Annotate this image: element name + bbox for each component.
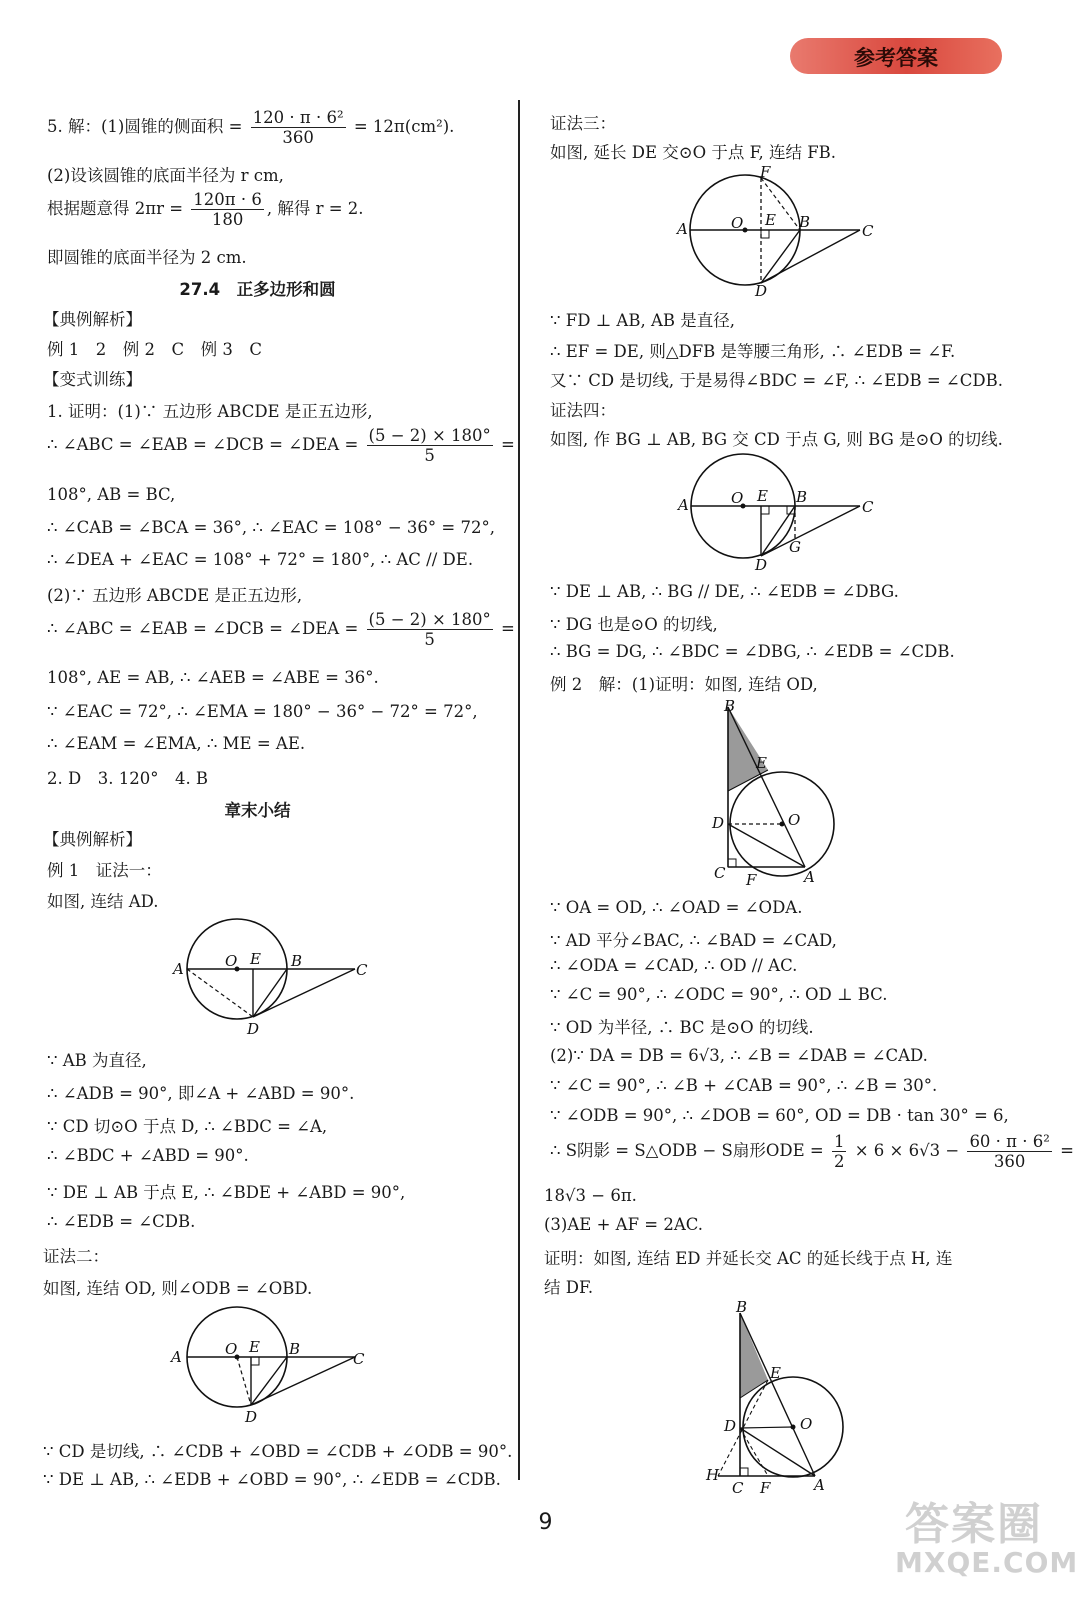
proof1-line6: (2)∵ 五边形 ABCDE 是正五边形, bbox=[47, 586, 303, 605]
figure-method-2 bbox=[165, 1302, 385, 1430]
ex2-line7: (2)∵ DA = DB = 6√3, ∴ ∠B = ∠DAB = ∠CAD. bbox=[550, 1046, 928, 1065]
svg-text:B: B bbox=[289, 1340, 301, 1358]
ex2-line12: (3)AE + AF = 2AC. bbox=[544, 1215, 704, 1234]
ex2-line2: ∵ OA = OD, ∴ ∠OAD = ∠ODA. bbox=[550, 898, 803, 917]
ex2-l10-f1-den: 2 bbox=[833, 1152, 845, 1171]
svg-text:A: A bbox=[677, 220, 688, 238]
proof1-l7-num: (5 − 2) × 180° bbox=[368, 610, 491, 629]
svg-text:E: E bbox=[765, 211, 776, 229]
svg-text:C: C bbox=[862, 222, 874, 240]
svg-text:H: H bbox=[706, 1466, 720, 1484]
proof1-l2-pre: ∴ ∠ABC = ∠EAB = ∠DCB = ∠DEA = bbox=[47, 435, 364, 454]
proof1-line3: 108°, AB = BC, bbox=[47, 485, 176, 504]
heading-typical-examples: 【典例解析】 bbox=[43, 310, 142, 329]
figure-method-1 bbox=[165, 912, 385, 1042]
ex2-line9: ∵ ∠ODB = 90°, ∴ ∠DOB = 60°, OD = DB · tan 30° = 6, bbox=[550, 1106, 1009, 1125]
q5-c-fraction bbox=[191, 190, 264, 229]
ex2-l10-pre: ∴ S阴影 = S△ODB − S扇形ODE = bbox=[550, 1141, 829, 1160]
svg-text:E: E bbox=[249, 1338, 260, 1356]
figure-example-2 bbox=[710, 695, 870, 895]
ex2-line10 bbox=[550, 1132, 1074, 1171]
svg-text:F: F bbox=[746, 871, 757, 889]
ex1-m3-line4: 又∵ CD 是切线, 于是易得∠BDC = ∠F, ∴ ∠EDB = ∠CDB. bbox=[550, 371, 1003, 390]
ex1-m4-line3: ∵ DG 也是⊙O 的切线, bbox=[550, 615, 718, 634]
watermark bbox=[895, 1488, 1079, 1588]
ex2-l10-f2-num: 60 · π · 6² bbox=[969, 1132, 1050, 1151]
heading-typical-examples-2: 【典例解析】 bbox=[43, 830, 142, 849]
ex2-line8: ∵ ∠C = 90°, ∴ ∠B + ∠CAB = 90°, ∴ ∠B = 30°. bbox=[550, 1076, 938, 1095]
svg-text:B: B bbox=[724, 697, 736, 715]
ex2-line14: 结 DF. bbox=[544, 1278, 594, 1297]
svg-text:A: A bbox=[678, 496, 689, 514]
svg-text:C: C bbox=[356, 961, 368, 979]
ex2-l10-f2-den: 360 bbox=[993, 1152, 1026, 1171]
figure-method-4 bbox=[675, 448, 905, 576]
ex1-m3-line1: 如图, 延长 DE 交⊙O 于点 F, 连结 FB. bbox=[550, 143, 837, 162]
ex1-method1: 例 1 证法一： bbox=[47, 861, 162, 880]
ex1-m1-line7: ∴ ∠EDB = ∠CDB. bbox=[47, 1212, 196, 1231]
proof1-l7-pre: ∴ ∠ABC = ∠EAB = ∠DCB = ∠DEA = bbox=[47, 619, 364, 638]
ex1-m4-line1: 如图, 作 BG ⊥ AB, BG 交 CD 于点 G, 则 BG 是⊙O 的切线. bbox=[550, 430, 1003, 449]
examples-answers: 例 1 2 例 2 C 例 3 C bbox=[47, 340, 262, 359]
ex1-m4-line2: ∵ DE ⊥ AB, ∴ BG // DE, ∴ ∠EDB = ∠DBG. bbox=[550, 582, 899, 601]
answers-2-4: 2. D 3. 120° 4. B bbox=[47, 769, 209, 788]
proof1-line10: ∴ ∠EAM = ∠EMA, ∴ ME = AE. bbox=[47, 734, 306, 753]
svg-text:E: E bbox=[770, 1364, 781, 1382]
figure-example-2-part3 bbox=[690, 1298, 870, 1498]
proof1-l7-post: = bbox=[495, 619, 515, 638]
q5-a-num: 120 · π · 6² bbox=[252, 108, 344, 127]
q5-line4: 即圆锥的底面半径为 2 cm. bbox=[47, 248, 247, 267]
section-27-4-title: 27.4 正多边形和圆 bbox=[179, 280, 336, 299]
ex1-method2: 证法二： bbox=[43, 1247, 109, 1266]
ex2-line5: ∵ ∠C = 90°, ∴ ∠ODC = 90°, ∴ OD ⊥ BC. bbox=[550, 985, 888, 1004]
svg-text:C: C bbox=[862, 498, 874, 516]
svg-text:A: A bbox=[171, 1348, 182, 1366]
svg-text:F: F bbox=[760, 163, 771, 181]
proof1-l2-fraction bbox=[367, 426, 493, 465]
figure-method-3 bbox=[675, 163, 905, 299]
svg-text:D: D bbox=[755, 556, 768, 574]
ex2-line11: 18√3 − 6π. bbox=[544, 1186, 637, 1205]
q5-a-pre: 5. 解：(1)圆锥的侧面积 = bbox=[47, 117, 248, 136]
svg-text:A: A bbox=[814, 1476, 825, 1494]
svg-text:C: C bbox=[353, 1350, 365, 1368]
svg-text:O: O bbox=[800, 1415, 813, 1433]
svg-text:E: E bbox=[250, 950, 261, 968]
ex1-m2-line3: ∵ DE ⊥ AB, ∴ ∠EDB + ∠OBD = 90°, ∴ ∠EDB = ∠CDB. bbox=[43, 1470, 501, 1489]
ex1-m2-line2: ∵ CD 是切线, ∴ ∠CDB + ∠OBD = ∠CDB + ∠ODB = 90°. bbox=[43, 1442, 513, 1461]
ex2-l10-f1-num: 1 bbox=[833, 1132, 845, 1151]
ex2-l10-mid: × 6 × 6√3 − bbox=[849, 1141, 965, 1160]
proof1-l2-den: 5 bbox=[424, 446, 435, 465]
q5-c-num: 120π · 6 bbox=[193, 190, 262, 209]
column-divider bbox=[518, 100, 520, 1480]
svg-text:O: O bbox=[731, 214, 744, 232]
section-summary-title: 章末小结 bbox=[224, 801, 291, 820]
proof1-line8: 108°, AE = AB, ∴ ∠AEB = ∠ABE = 36°. bbox=[47, 668, 379, 687]
proof1-line7 bbox=[47, 610, 515, 649]
ex1-method3: 证法三： bbox=[550, 114, 616, 133]
q5-line1 bbox=[47, 108, 454, 147]
watermark-site: MXQE.COM bbox=[895, 1546, 1079, 1579]
q5-a-fraction bbox=[251, 108, 346, 147]
proof1-l7-den: 5 bbox=[424, 630, 435, 649]
ex1-m3-line2: ∵ FD ⊥ AB, AB 是直径, bbox=[550, 311, 735, 330]
q5-c-pre: 根据题意得 2πr = bbox=[47, 199, 189, 218]
svg-text:D: D bbox=[755, 282, 768, 299]
ex1-m4-line4: ∴ BG = DG, ∴ ∠BDC = ∠DBG, ∴ ∠EDB = ∠CDB. bbox=[550, 642, 955, 661]
ex1-m3-line3: ∴ EF = DE, 则△DFB 是等腰三角形, ∴ ∠EDB = ∠F. bbox=[550, 342, 956, 361]
ex2-line6: ∵ OD 为半径, ∴ BC 是⊙O 的切线. bbox=[550, 1018, 814, 1037]
ex2-line13: 证明：如图, 连结 ED 并延长交 AC 的延长线于点 H, 连 bbox=[544, 1249, 953, 1268]
svg-text:O: O bbox=[788, 811, 801, 829]
proof1-l7-fraction bbox=[367, 610, 493, 649]
proof1-l2-post: = bbox=[495, 435, 515, 454]
ex1-m1-line1: 如图, 连结 AD. bbox=[47, 892, 159, 911]
svg-text:O: O bbox=[731, 489, 744, 507]
svg-text:B: B bbox=[291, 952, 303, 970]
svg-text:G: G bbox=[789, 538, 801, 556]
q5-line2: (2)设该圆锥的底面半径为 r cm, bbox=[47, 166, 284, 185]
proof1-line4: ∴ ∠CAB = ∠BCA = 36°, ∴ ∠EAC = 108° − 36° = 72°, bbox=[47, 518, 495, 537]
svg-text:E: E bbox=[757, 487, 768, 505]
svg-text:A: A bbox=[173, 960, 184, 978]
page-number: 9 bbox=[538, 1510, 553, 1535]
svg-text:O: O bbox=[225, 1340, 238, 1358]
proof1-line1: 1. 证明：(1)∵ 五边形 ABCDE 是正五边形, bbox=[47, 402, 373, 421]
svg-text:D: D bbox=[247, 1020, 260, 1038]
ex2-line1: 例 2 解：(1)证明：如图, 连结 OD, bbox=[550, 675, 818, 694]
svg-text:B: B bbox=[796, 488, 808, 506]
ex1-m1-line4: ∵ CD 切⊙O 于点 D, ∴ ∠BDC = ∠A, bbox=[47, 1117, 328, 1136]
svg-text:D: D bbox=[724, 1417, 737, 1435]
ex1-m1-line6: ∵ DE ⊥ AB 于点 E, ∴ ∠BDE + ∠ABD = 90°, bbox=[47, 1183, 406, 1202]
q5-a-post: = 12π(cm²). bbox=[348, 117, 455, 136]
heading-variant-training: 【变式训练】 bbox=[43, 370, 142, 389]
proof1-line9: ∵ ∠EAC = 72°, ∴ ∠EMA = 180° − 36° − 72° = 72°, bbox=[47, 702, 478, 721]
svg-text:B: B bbox=[799, 213, 811, 231]
svg-text:F: F bbox=[760, 1479, 771, 1497]
proof1-line5: ∴ ∠DEA + ∠EAC = 108° + 72° = 180°, ∴ AC // DE. bbox=[47, 550, 474, 569]
ex1-m1-line3: ∴ ∠ADB = 90°, 即∠A + ∠ABD = 90°. bbox=[47, 1084, 355, 1103]
answer-badge-label: 参考答案 bbox=[854, 46, 938, 70]
ex2-l10-frac1 bbox=[832, 1132, 847, 1171]
ex1-m1-line5: ∴ ∠BDC + ∠ABD = 90°. bbox=[47, 1146, 249, 1165]
svg-text:D: D bbox=[712, 814, 725, 832]
svg-text:A: A bbox=[804, 868, 815, 886]
ex2-l10-frac2 bbox=[967, 1132, 1051, 1171]
watermark-main: 答案圈 bbox=[905, 1499, 1043, 1550]
proof1-l2-num: (5 − 2) × 180° bbox=[368, 426, 491, 445]
q5-a-den: 360 bbox=[282, 128, 314, 147]
svg-text:O: O bbox=[225, 952, 238, 970]
q5-c-den: 180 bbox=[211, 210, 244, 229]
q5-c-post: , 解得 r = 2. bbox=[266, 199, 364, 218]
ex1-method4: 证法四： bbox=[550, 401, 616, 420]
svg-text:C: C bbox=[732, 1479, 744, 1497]
ex2-line4: ∴ ∠ODA = ∠CAD, ∴ OD // AC. bbox=[550, 956, 798, 975]
ex2-l10-post: = bbox=[1054, 1141, 1074, 1160]
proof1-line2 bbox=[47, 426, 515, 465]
svg-text:E: E bbox=[756, 754, 767, 772]
svg-text:C: C bbox=[714, 864, 726, 882]
svg-text:B: B bbox=[736, 1298, 748, 1316]
ex1-m1-line2: ∵ AB 为直径, bbox=[47, 1051, 147, 1070]
ex2-line3: ∵ AD 平分∠BAC, ∴ ∠BAD = ∠CAD, bbox=[550, 931, 837, 950]
ex1-m2-line1: 如图, 连结 OD, 则∠ODB = ∠OBD. bbox=[43, 1279, 313, 1298]
svg-text:D: D bbox=[245, 1408, 258, 1426]
answer-badge bbox=[790, 38, 1002, 74]
q5-line3 bbox=[47, 190, 364, 229]
